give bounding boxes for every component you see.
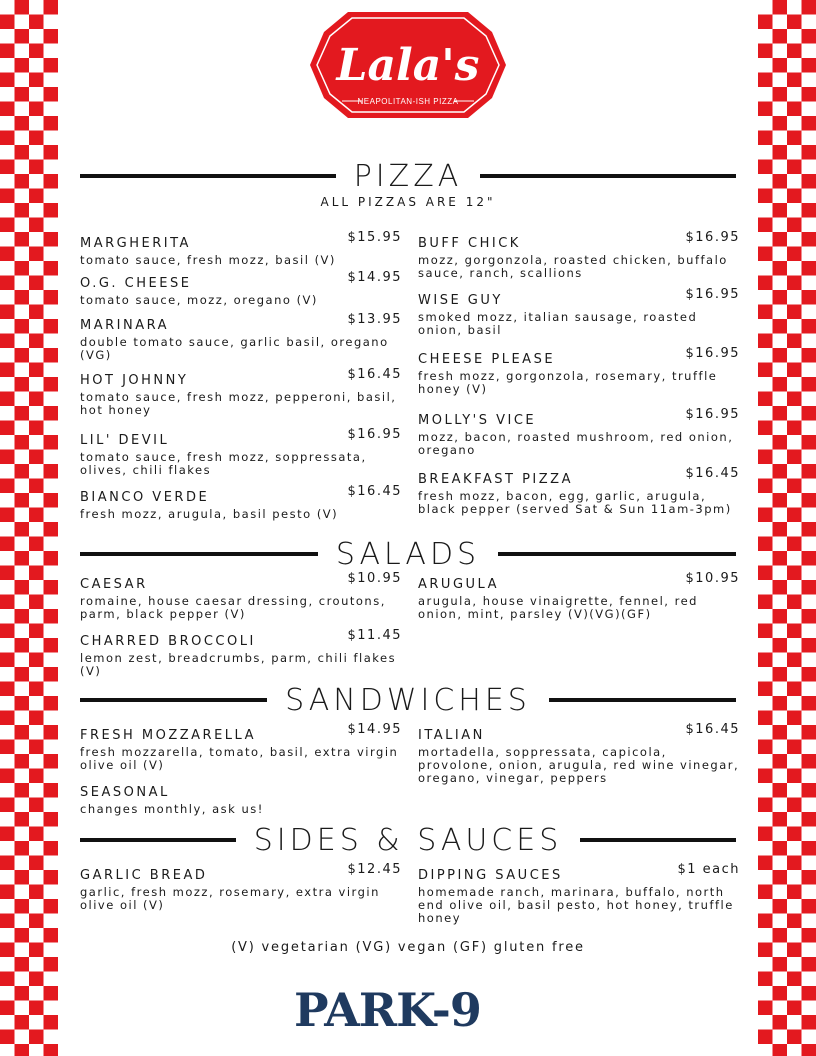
menu-item <box>418 407 740 457</box>
item-name: BREAKFAST PIZZA <box>418 472 573 487</box>
sides-section-header <box>80 820 736 860</box>
item-description: garlic, fresh mozz, rosemary, extra virgin olive oil (V) <box>80 885 380 912</box>
item-description: smoked mozz, italian sausage, roasted onion, basil <box>418 310 698 337</box>
item-description: romaine, house caesar dressing, croutons, parm, black pepper (V) <box>80 594 386 621</box>
item-price: $16.45 <box>685 466 740 481</box>
item-price: $16.95 <box>685 407 740 422</box>
menu-item <box>80 312 402 362</box>
item-name: ITALIAN <box>418 728 485 743</box>
item-description: arugula, house vinaigrette, fennel, red onion, mint, parsley (V)(VG)(GF) <box>418 594 698 621</box>
item-price: $15.95 <box>347 230 402 245</box>
item-description: fresh mozzarella, tomato, basil, extra virgin olive oil (V) <box>80 745 399 772</box>
menu-item <box>80 628 402 678</box>
item-name: MARINARA <box>80 318 169 333</box>
item-price: $11.45 <box>347 628 402 643</box>
item-price: $14.95 <box>347 722 402 737</box>
item-price: $10.95 <box>347 571 402 586</box>
menu-item <box>80 427 402 477</box>
menu-item <box>418 862 740 925</box>
divider-rule <box>80 174 336 178</box>
menu-item <box>418 571 740 621</box>
item-name: BUFF CHICK <box>418 236 521 251</box>
item-name: BIANCO VERDE <box>80 490 210 505</box>
section-title-salads: SALADS <box>335 536 481 572</box>
item-price: $16.45 <box>685 722 740 737</box>
section-title-sandwiches: SANDWICHES <box>285 682 531 718</box>
item-name: SEASONAL <box>80 785 170 800</box>
menu-item <box>418 287 740 337</box>
item-name: CHARRED BROCCOLI <box>80 634 256 649</box>
item-name: HOT JOHNNY <box>80 373 189 388</box>
checkered-border-right <box>758 0 816 1056</box>
item-name: MOLLY'S VICE <box>418 413 537 428</box>
section-title-sides: SIDES & SAUCES <box>253 822 563 858</box>
item-description: fresh mozz, bacon, egg, garlic, arugula, black pepper (served Sat & Sun 11am-3pm) <box>418 489 732 516</box>
item-description: changes monthly, ask us! <box>80 802 264 816</box>
item-price: $16.45 <box>347 484 402 499</box>
item-price: $10.95 <box>685 571 740 586</box>
dietary-legend: (V) vegetarian (VG) vegan (GF) gluten free <box>231 940 585 955</box>
divider-rule <box>80 838 236 842</box>
item-name: CHEESE PLEASE <box>418 352 556 367</box>
item-description: double tomato sauce, garlic basil, oregano (VG) <box>80 335 389 362</box>
item-price: $16.95 <box>685 346 740 361</box>
checkered-border-left <box>0 0 58 1056</box>
item-name: MARGHERITA <box>80 236 191 251</box>
item-description: homemade ranch, marinara, buffalo, north end olive oil, basil pesto, hot honey, truffle honey <box>418 885 734 925</box>
item-name: ARUGULA <box>418 577 499 592</box>
menu-item <box>418 722 740 785</box>
item-description: mozz, gorgonzola, roasted chicken, buffalo sauce, ranch, scallions <box>418 253 728 280</box>
item-description: lemon zest, breadcrumbs, parm, chili flakes (V) <box>80 651 397 678</box>
item-price: $16.95 <box>685 287 740 302</box>
menu-item <box>80 484 402 521</box>
item-price: $12.45 <box>347 862 402 877</box>
lalas-logo <box>308 10 508 120</box>
item-name: O.G. CHEESE <box>80 276 192 291</box>
salads-section-header <box>80 534 736 574</box>
menu-item <box>418 346 740 396</box>
divider-rule <box>480 174 736 178</box>
menu-item <box>418 466 740 516</box>
item-description: tomato sauce, mozz, oregano (V) <box>80 293 318 307</box>
item-description: mortadella, soppressata, capicola, provolone, onion, arugula, red wine vinegar, oregano, vinegar, peppers <box>418 745 740 785</box>
menu-item <box>80 785 402 816</box>
park9-logo <box>290 968 530 1052</box>
item-description: mozz, bacon, roasted mushroom, red onion, oregano <box>418 430 734 457</box>
item-name: CAESAR <box>80 577 148 592</box>
divider-rule <box>549 698 736 702</box>
menu-item <box>80 722 402 772</box>
divider-rule <box>580 838 736 842</box>
menu-item <box>80 571 402 621</box>
item-name: DIPPING SAUCES <box>418 868 563 883</box>
item-description: tomato sauce, fresh mozz, basil (V) <box>80 253 336 267</box>
menu-item <box>80 862 402 912</box>
divider-rule <box>80 552 318 556</box>
divider-rule <box>498 552 736 556</box>
item-price: $16.45 <box>347 367 402 382</box>
item-price: $13.95 <box>347 312 402 327</box>
divider-rule <box>80 698 267 702</box>
logo-tagline: NEAPOLITAN-ISH PIZZA <box>357 97 459 106</box>
park9-wordmark: PARK-9 <box>294 983 481 1037</box>
item-price: $16.95 <box>347 427 402 442</box>
pizza-subtitle: ALL PIZZAS ARE 12" <box>320 195 496 209</box>
menu-item <box>80 230 402 267</box>
section-title-pizza: PIZZA <box>353 158 463 194</box>
sandwiches-section-header <box>80 680 736 720</box>
pizza-section-header <box>80 156 736 196</box>
item-description: tomato sauce, fresh mozz, pepperoni, basil, hot honey <box>80 390 397 417</box>
item-name: WISE GUY <box>418 293 503 308</box>
menu-item <box>80 367 402 417</box>
item-price: $16.95 <box>685 230 740 245</box>
item-name: FRESH MOZZARELLA <box>80 728 256 743</box>
item-description: fresh mozz, arugula, basil pesto (V) <box>80 507 339 521</box>
menu-item <box>80 270 402 307</box>
item-price: $14.95 <box>347 270 402 285</box>
item-name: LIL' DEVIL <box>80 433 170 448</box>
logo-wordmark: Lala's <box>336 40 480 91</box>
item-price: $1 each <box>677 862 740 877</box>
item-description: fresh mozz, gorgonzola, rosemary, truffle honey (V) <box>418 369 718 396</box>
menu-item <box>418 230 740 280</box>
item-description: tomato sauce, fresh mozz, soppressata, olives, chili flakes <box>80 450 367 477</box>
item-name: GARLIC BREAD <box>80 868 208 883</box>
